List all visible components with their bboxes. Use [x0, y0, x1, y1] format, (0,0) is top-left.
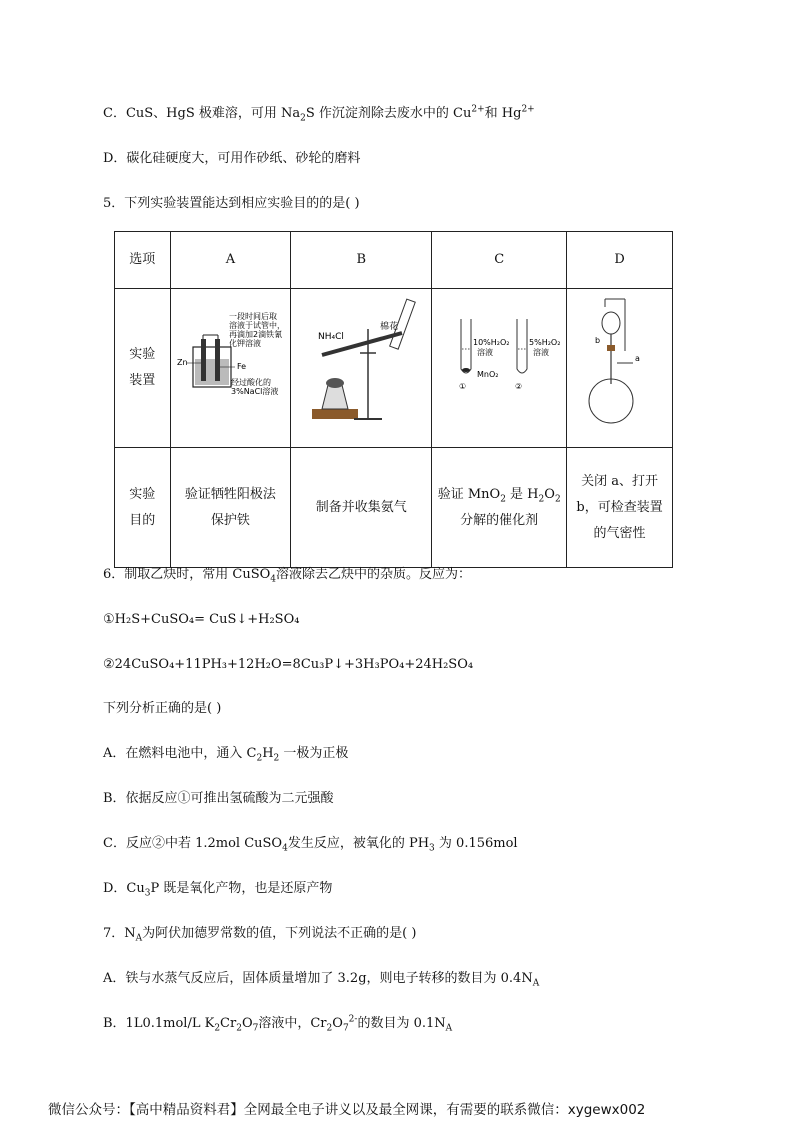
q6-reaction-1: ①H₂S+CuSO₄= CuS↓+H₂SO₄ — [103, 612, 300, 627]
svg-text:Fe: Fe — [237, 362, 247, 371]
header-a: A — [170, 232, 291, 289]
purpose-a: 验证牺牲阳极法 保护铁 — [170, 448, 291, 568]
q4-option-c: C．CuS、HgS 极难溶，可用 $Na_2S$ 作沉淀剂除去废水中的 $Cu^{2+}$和 $Hg^{2+}$ — [103, 104, 535, 124]
footer-notice: 微信公众号：【高中精品资料君】全网最全电子讲义以及最全网课，有需要的联系微信：xygewx002 — [48, 1102, 646, 1118]
svg-text:一段时间后取: 一段时间后取 — [229, 312, 278, 321]
row-purpose-label: 实验 目的 — [115, 448, 171, 568]
svg-text:b: b — [594, 336, 600, 345]
airtightness-setup-diagram — [569, 289, 671, 437]
header-b: B — [291, 232, 432, 289]
q6-reaction-2: ②24CuSO₄+11PH₃+12H₂O=8Cu₃P↓+3H₃PO₄+24H₂SO₄ — [103, 657, 474, 672]
experiment-table — [114, 231, 673, 568]
svg-text:②: ② — [515, 382, 523, 391]
svg-text:再滴加2滴铁氰: 再滴加2滴铁氰 — [229, 330, 283, 339]
purpose-c: 验证 MnO$_2$ 是 $H_2O_2$ 分解的催化剂 — [432, 448, 567, 568]
header-c: C — [432, 232, 567, 289]
ammonia-setup-diagram — [292, 289, 430, 437]
svg-text:5%H₂O₂: 5%H₂O₂ — [529, 338, 561, 347]
apparatus-d — [567, 289, 673, 448]
svg-text:经过酸化的: 经过酸化的 — [231, 378, 272, 387]
svg-text:a: a — [634, 354, 640, 363]
q6-stem: 6．制取乙炔时，常用 CuSO$_4$溶液除去乙炔中的杂质。反应为： — [103, 567, 472, 585]
svg-text:10%H₂O₂: 10%H₂O₂ — [473, 338, 510, 347]
purpose-b: 制备并收集氨气 — [291, 448, 432, 568]
galvanic-cell-diagram — [171, 289, 289, 437]
q7-option-b: B．1L0.1mol/L $K_2Cr_2O_7$溶液中，$Cr_2O_7^{2-}$的数目为 $0.1N_A$ — [103, 1014, 453, 1034]
svg-text:NH₄Cl: NH₄Cl — [318, 332, 345, 342]
apparatus-b — [291, 289, 432, 448]
svg-text:溶液: 溶液 — [477, 348, 494, 357]
q4-option-d: D．碳化硅硬度大，可用作砂纸、砂轮的磨料 — [103, 151, 361, 166]
header-option: 选项 — [115, 232, 171, 289]
row-apparatus-label: 实验 装置 — [115, 289, 171, 448]
q6-ask: 下列分析正确的是( ) — [103, 701, 222, 716]
purpose-d: 关闭 a、打开 b，可检查装置 的气密性 — [567, 448, 673, 568]
q6-option-c: C．反应②中若 1.2mol CuSO$_4$发生反应，被氧化的 $PH_3$ 为 0.156mol — [103, 836, 518, 854]
catalysis-tubes-diagram — [433, 289, 565, 437]
svg-text:①: ① — [459, 382, 467, 391]
q5-stem: 5．下列实验装置能达到相应实验目的的是( ) — [103, 196, 360, 211]
q6-option-a: A．在燃料电池中，通入 $C_2H_2$ 一极为正极 — [103, 746, 349, 764]
q7-stem: 7．$N_A$为阿伏加德罗常数的值，下列说法不正确的是( ) — [103, 926, 417, 944]
svg-text:溶液于试管中，: 溶液于试管中， — [229, 321, 286, 330]
apparatus-c — [432, 289, 567, 448]
q7-option-a: A．铁与水蒸气反应后，固体质量增加了 3.2g，则电子转移的数目为 $0.4N_A$ — [103, 971, 540, 989]
q6-option-b: B．依据反应①可推出氢硫酸为二元强酸 — [103, 791, 334, 806]
q6-option-d: D．$Cu_3P$ 既是氧化产物，也是还原产物 — [103, 881, 333, 899]
svg-text:Zn: Zn — [177, 358, 188, 367]
apparatus-a — [170, 289, 291, 448]
header-d: D — [567, 232, 673, 289]
svg-text:化钾溶液: 化钾溶液 — [229, 339, 262, 348]
svg-text:3%NaCl溶液: 3%NaCl溶液 — [231, 387, 279, 396]
svg-text:溶液: 溶液 — [533, 348, 550, 357]
svg-text:棉花: 棉花 — [380, 322, 399, 332]
svg-text:MnO₂: MnO₂ — [477, 370, 499, 379]
